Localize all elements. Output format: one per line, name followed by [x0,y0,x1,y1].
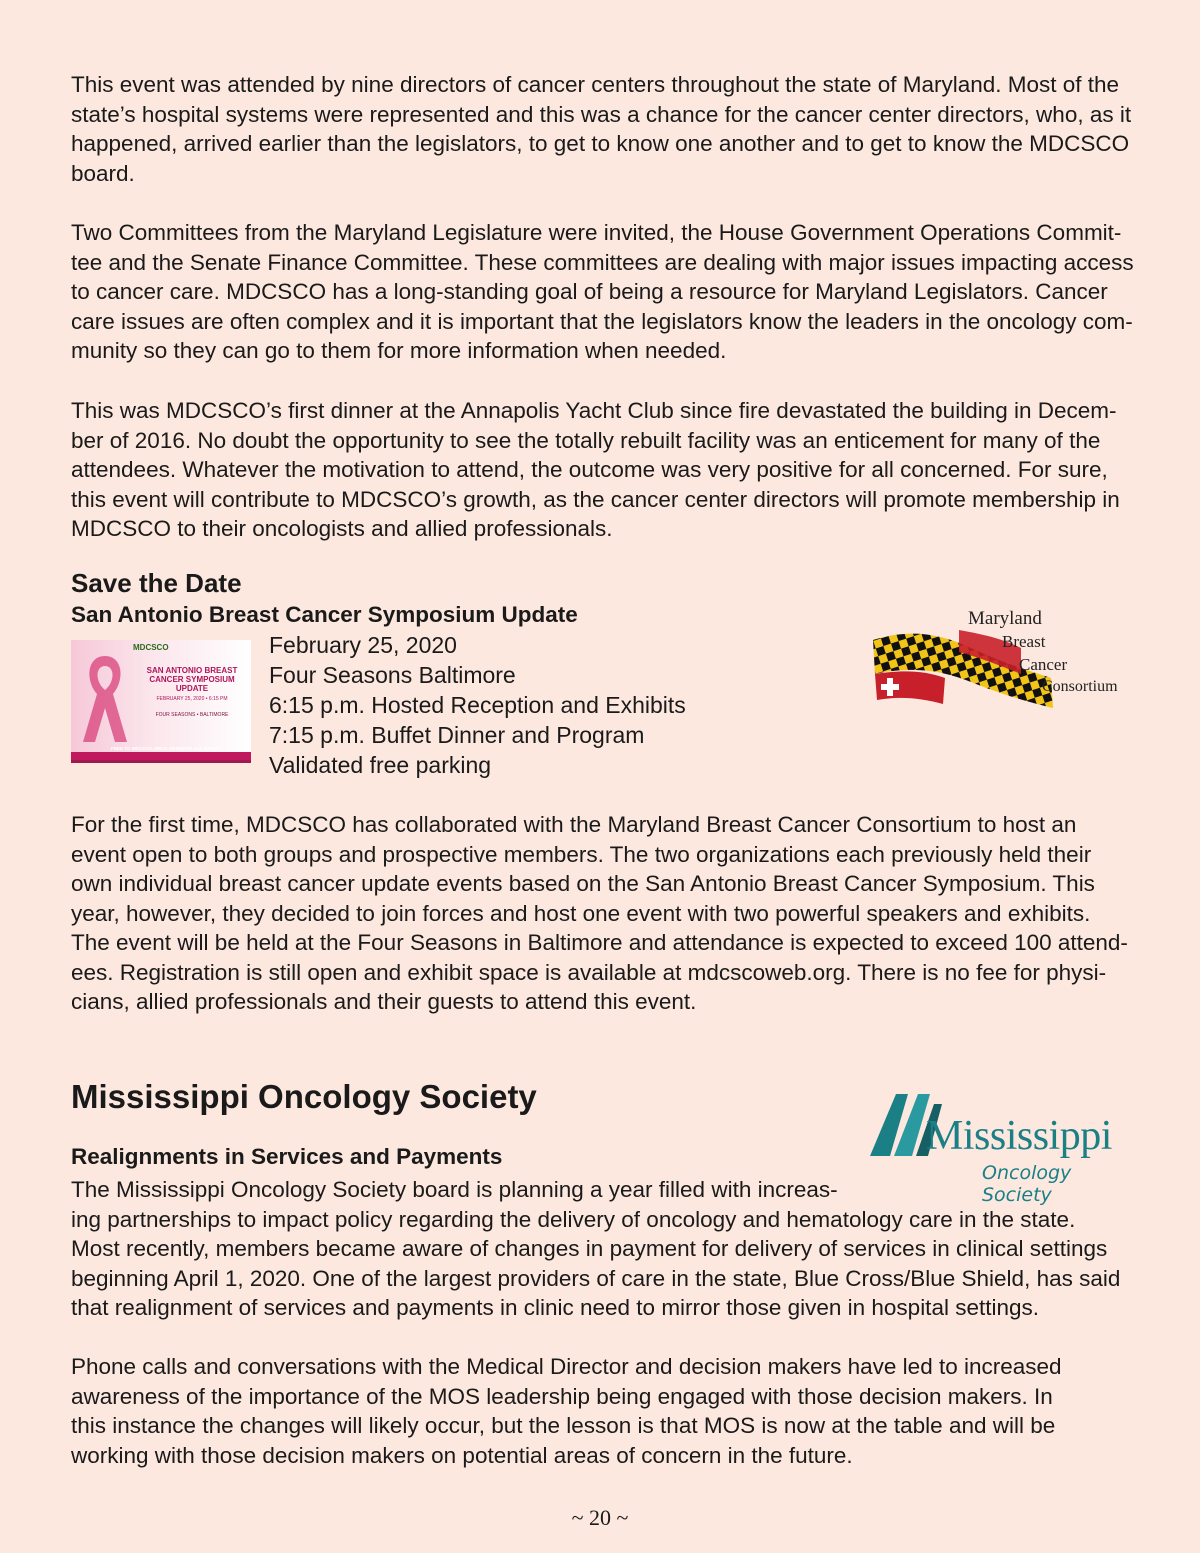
text-line: Two Committees from the Maryland Legislature were invited, the House Government Operations Commit- [71,220,1122,245]
text-line: tee and the Senate Finance Committee. These committees are dealing with major issues impacting access [71,249,1134,275]
text-line: state’s hospital systems were represented and this was a chance for the cancer center directors, who, as it [71,101,1132,127]
text-line: ing partnerships to impact policy regarding the delivery of oncology and hematology care in the state. [71,1206,1076,1232]
event-flyer-image [71,640,251,763]
flyer-logo: MDCSCO [133,643,169,652]
paragraph-yacht-club [71,396,1133,544]
symposium-update-heading: San Antonio Breast Cancer Symposium Update [71,602,578,627]
text-line: Phone calls and conversations with the Medical Director and decision makers have led to increased [71,1354,1062,1379]
flyer-location: FOUR SEASONS • BALTIMORE [155,712,229,718]
text-line: The Mississippi Oncology Society board is planning a year filled with increas- [71,1177,838,1202]
text-line: board. [71,160,135,186]
text-line: to cancer care. MDCSCO has a long-standing goal of being a resource for Maryland Legislators. Cancer [71,279,1108,304]
paragraph-collaboration [71,810,1133,1017]
mos-logo-word: Mississippi [926,1113,1112,1159]
text-line: MDCSCO to their oncologists and allied professionals. [71,516,613,541]
text-line: this event will contribute to MDCSCO’s growth, as the cancer center directors will promote membership in [71,486,1120,512]
flyer-free-note: FREE TO MDCSCO, MBCC MEMBERS and GUESTS [111,746,221,751]
text-line: This was MDCSCO’s first dinner at the Annapolis Yacht Club since fire devastated the building in Decem- [71,398,1117,423]
text-line: working with those decision makers on potential areas of concern in the future. [71,1442,853,1468]
page-number: ~ 20 ~ [571,1505,629,1530]
event-dinner: 7:15 p.m. Buffet Dinner and Program [269,722,645,748]
event-reception: 6:15 p.m. Hosted Reception and Exhibits [269,692,686,718]
paragraph-realignments [71,1175,1133,1323]
text-line: care issues are often complex and it is important that the legislators know the leaders in the oncology com- [71,308,1133,334]
realignments-heading: Realignments in Services and Payments [71,1144,503,1169]
event-date: February 25, 2020 [269,632,457,658]
text-line: beginning April 1, 2020. One of the largest providers of care in the state, Blue Cross/Blue Shield, has said [71,1265,1121,1291]
flyer-footer-bar [71,752,251,760]
save-the-date-heading: Save the Date [71,568,242,598]
text-line: cians, allied professionals and their guests to attend this event. [71,989,697,1014]
text-line: For the first time, MDCSCO has collaborated with the Maryland Breast Cancer Consortium to host an [71,812,1077,837]
text-line: ber of 2016. No doubt the opportunity to see the totally rebuilt facility was an enticement for many of the [71,427,1101,453]
paragraph-committees [71,218,1133,366]
text-line: this instance the changes will likely occur, but the lesson is that MOS is now at the table and will be [71,1413,1056,1438]
mos-section-title: Mississippi Oncology Society [71,1078,537,1115]
text-line: happened, arrived earlier than the legislators, to get to know one another and to get to know the MDCSCO [71,131,1130,156]
text-line: own individual breast cancer update events based on the San Antonio Breast Cancer Symposium. This [71,871,1095,896]
mos-logo-subtitle: Oncology Society [982,1162,1072,1206]
text-line: that realignment of services and payments in clinic need to mirror those given in hospital settings. [71,1295,1039,1320]
pink-ribbon-icon [77,650,133,748]
paragraph-directors [71,70,1133,188]
text-line: Most recently, members became aware of changes in payment for delivery of services in clinical settings [71,1236,1108,1261]
text-line: event open to both groups and prospective members. The two organizations each previously held their [71,841,1092,867]
text-line: The event will be held at the Four Seasons in Baltimore and attendance is expected to exceed 100 attend- [71,930,1128,955]
paragraph-phone-calls [71,1352,1133,1470]
flyer-date: FEBRUARY 25, 2020 • 6:15 PM [156,696,228,702]
text-line: munity so they can go to them for more information when needed. [71,338,727,363]
mbcc-line-cancer: Cancer [1019,655,1068,674]
mbcc-line-consortium: Consortium [1042,678,1118,695]
event-parking: Validated free parking [269,752,492,778]
maryland-breast-cancer-consortium-logo [871,608,1136,718]
mbcc-line-maryland: Maryland [968,608,1042,629]
event-venue: Four Seasons Baltimore [269,662,516,688]
flyer-title: SAN ANTONIO BREAST CANCER SYMPOSIUM UPDATE [146,666,238,693]
text-line: attendees. Whatever the motivation to attend, the outcome was very positive for all concerned. For sure, [71,457,1108,482]
text-line: This event was attended by nine directors of cancer centers throughout the state of Maryland. Most of the [71,72,1120,97]
text-line: year, however, they decided to join forces and host one event with two powerful speakers and exhibits. [71,900,1091,926]
mbcc-line-breast: Breast [1002,632,1046,651]
event-details [269,630,686,780]
text-line: ees. Registration is still open and exhibit space is available at mdcscoweb.org. There is no fee for physi- [71,959,1107,985]
text-line: awareness of the importance of the MOS leadership being engaged with those decision makers. In [71,1383,1053,1409]
